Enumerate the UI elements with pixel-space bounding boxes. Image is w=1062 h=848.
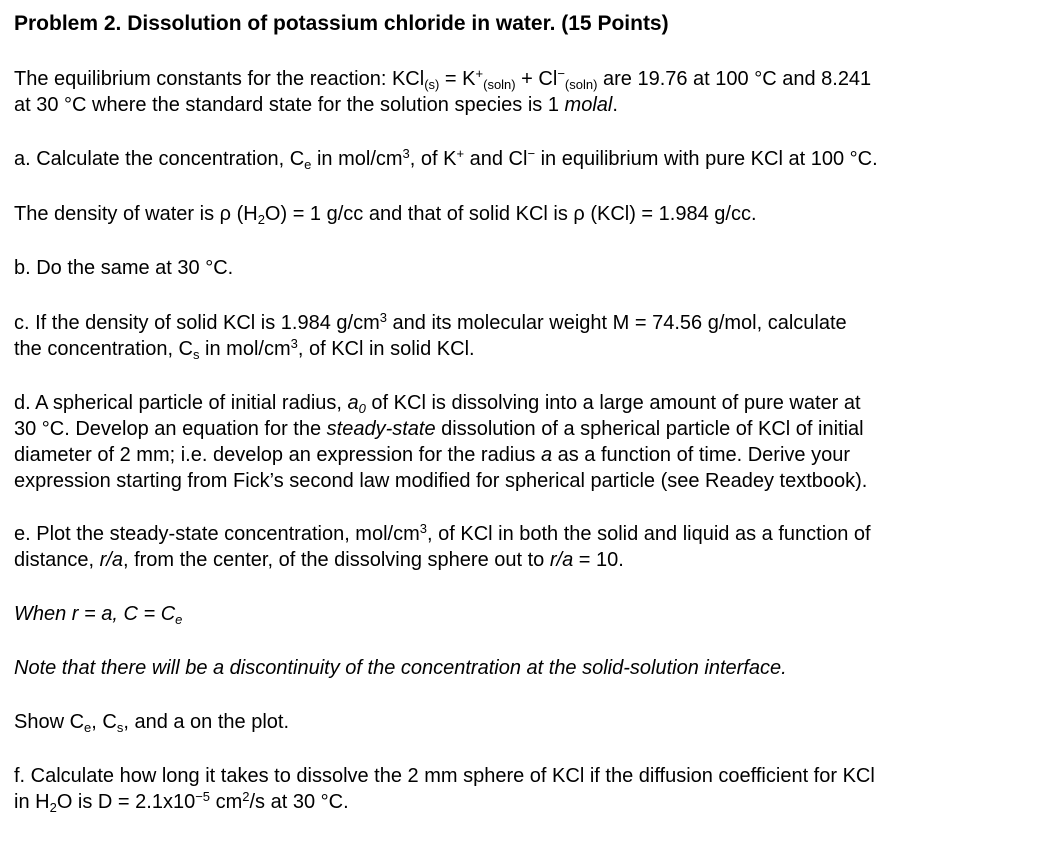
part-d-text: 30 °C. Develop an equation for the xyxy=(14,418,327,440)
subscript-soln: (soln) xyxy=(483,77,516,92)
intro-text: at 30 °C where the standard state for the solution species is 1 xyxy=(14,94,565,116)
superscript-3: 3 xyxy=(419,521,427,536)
part-d-italic: steady-state xyxy=(326,418,436,440)
part-f-line-1: f. Calculate how long it takes to dissolve the 2 mm sphere of KCl if the diffusion coefficient for KCl xyxy=(14,765,875,787)
intro-text: are 19.76 at 100 °C and 8.241 xyxy=(597,68,872,90)
part-d-line-4: expression starting from Fick’s second law modified for spherical particle (see Readey textbook). xyxy=(14,470,868,492)
part-e-text: , of KCl in both the solid and liquid as a function of xyxy=(427,523,871,545)
part-d-italic: a xyxy=(347,392,359,414)
part-e-text: e. Plot the steady-state concentration, mol/cm xyxy=(14,523,420,545)
subscript-s: s xyxy=(116,720,124,735)
part-d xyxy=(14,390,1050,494)
part-f-line-2 xyxy=(14,791,349,813)
problem-title: Problem 2. Dissolution of potassium chloride in water. (15 Points) xyxy=(14,12,669,35)
part-e-text: , from the center, of the dissolving sphere out to xyxy=(122,549,550,571)
note-line: Note that there will be a discontinuity of the concentration at the solid-solution interface. xyxy=(14,657,787,679)
part-b: b. Do the same at 30 °C. xyxy=(14,257,234,279)
part-c-text: and its molecular weight M = 74.56 g/mol, calculate xyxy=(386,312,847,334)
show-text: , and a on the plot. xyxy=(123,711,290,733)
part-a-text: , of K xyxy=(409,148,457,170)
problem-document xyxy=(14,10,1050,815)
part-a-text: in equilibrium with pure KCl at 100 °C. xyxy=(535,148,878,170)
superscript-3: 3 xyxy=(290,336,298,351)
density-line xyxy=(14,201,1050,227)
subscript-soln: (soln) xyxy=(564,77,598,92)
subscript-e: e xyxy=(304,157,312,172)
part-e-line-1 xyxy=(14,523,871,545)
part-d-italic: a xyxy=(540,444,553,466)
part-d-line-2 xyxy=(14,418,864,440)
part-a xyxy=(14,146,1050,172)
intro-italic: molal xyxy=(564,94,613,116)
part-c-text: , of KCl in solid KCl. xyxy=(297,338,475,360)
part-c-line-2 xyxy=(14,338,475,360)
subscript-2: 2 xyxy=(49,800,57,815)
part-d-line-1 xyxy=(14,392,861,414)
part-a-text: in mol/cm xyxy=(311,148,403,170)
part-e xyxy=(14,521,1050,573)
intro-line-1 xyxy=(14,68,871,90)
part-d-text: d. A spherical particle of initial radius, xyxy=(14,392,348,414)
part-d-line-3 xyxy=(14,444,850,466)
superscript-plus: + xyxy=(456,146,465,161)
part-e-text: distance, xyxy=(14,549,100,571)
part-d-text: dissolution of a spherical particle of KCl of initial xyxy=(435,418,864,440)
intro-text: . xyxy=(612,94,618,116)
part-f-text: O is D = 2.1x10 xyxy=(56,791,196,813)
when-line xyxy=(14,601,1050,627)
show-line xyxy=(14,709,1050,735)
subscript-solid: (s) xyxy=(424,77,440,92)
superscript-3: 3 xyxy=(402,146,410,161)
superscript-minus: − xyxy=(527,146,536,161)
part-c-text: the concentration, C xyxy=(14,338,193,360)
part-c-line-1 xyxy=(14,312,847,334)
part-c xyxy=(14,310,1050,362)
when-text: When r = a, C = C xyxy=(14,603,176,625)
part-d-text: diameter of 2 mm; i.e. develop an expression for the radius xyxy=(14,444,541,466)
superscript-exponent: −5 xyxy=(195,789,211,804)
superscript-plus: + xyxy=(475,66,484,81)
part-a-text: a. Calculate the concentration, C xyxy=(14,148,305,170)
intro-line-2 xyxy=(14,94,618,116)
subscript-e: e xyxy=(84,720,92,735)
show-text: Show C xyxy=(14,711,85,733)
superscript-minus: − xyxy=(557,66,565,81)
subscript-2: 2 xyxy=(257,212,265,227)
superscript-3: 3 xyxy=(379,310,387,325)
part-e-italic: r/a xyxy=(549,549,574,571)
part-c-text: c. If the density of solid KCl is 1.984 g/cm xyxy=(14,312,380,334)
subscript-s: s xyxy=(193,347,200,362)
subscript-e: e xyxy=(175,612,183,627)
part-f-text: cm xyxy=(210,791,243,813)
part-f-text: in H xyxy=(14,791,50,813)
part-d-text: as a function of time. Derive your xyxy=(552,444,850,466)
part-e-line-2 xyxy=(14,549,624,571)
subscript-0: 0 xyxy=(358,401,366,416)
part-e-text: = 10. xyxy=(573,549,624,571)
intro-text: The equilibrium constants for the reaction: KCl xyxy=(14,68,425,90)
density-text: The density of water is ρ (H xyxy=(14,203,258,225)
part-a-text: and Cl xyxy=(464,148,528,170)
show-text: , C xyxy=(91,711,117,733)
part-e-italic: r/a xyxy=(99,549,123,571)
density-text: O) = 1 g/cc and that of solid KCl is ρ (KCl) = 1.984 g/cc. xyxy=(264,203,757,225)
part-d-text: of KCl is dissolving into a large amount of pure water at xyxy=(365,392,861,414)
superscript-2: 2 xyxy=(242,789,250,804)
intro-text: = K xyxy=(439,68,476,90)
intro-text: + Cl xyxy=(515,68,558,90)
part-c-text: in mol/cm xyxy=(199,338,291,360)
intro-paragraph xyxy=(14,66,1050,118)
part-f-text: /s at 30 °C. xyxy=(249,791,349,813)
part-f xyxy=(14,763,1050,815)
